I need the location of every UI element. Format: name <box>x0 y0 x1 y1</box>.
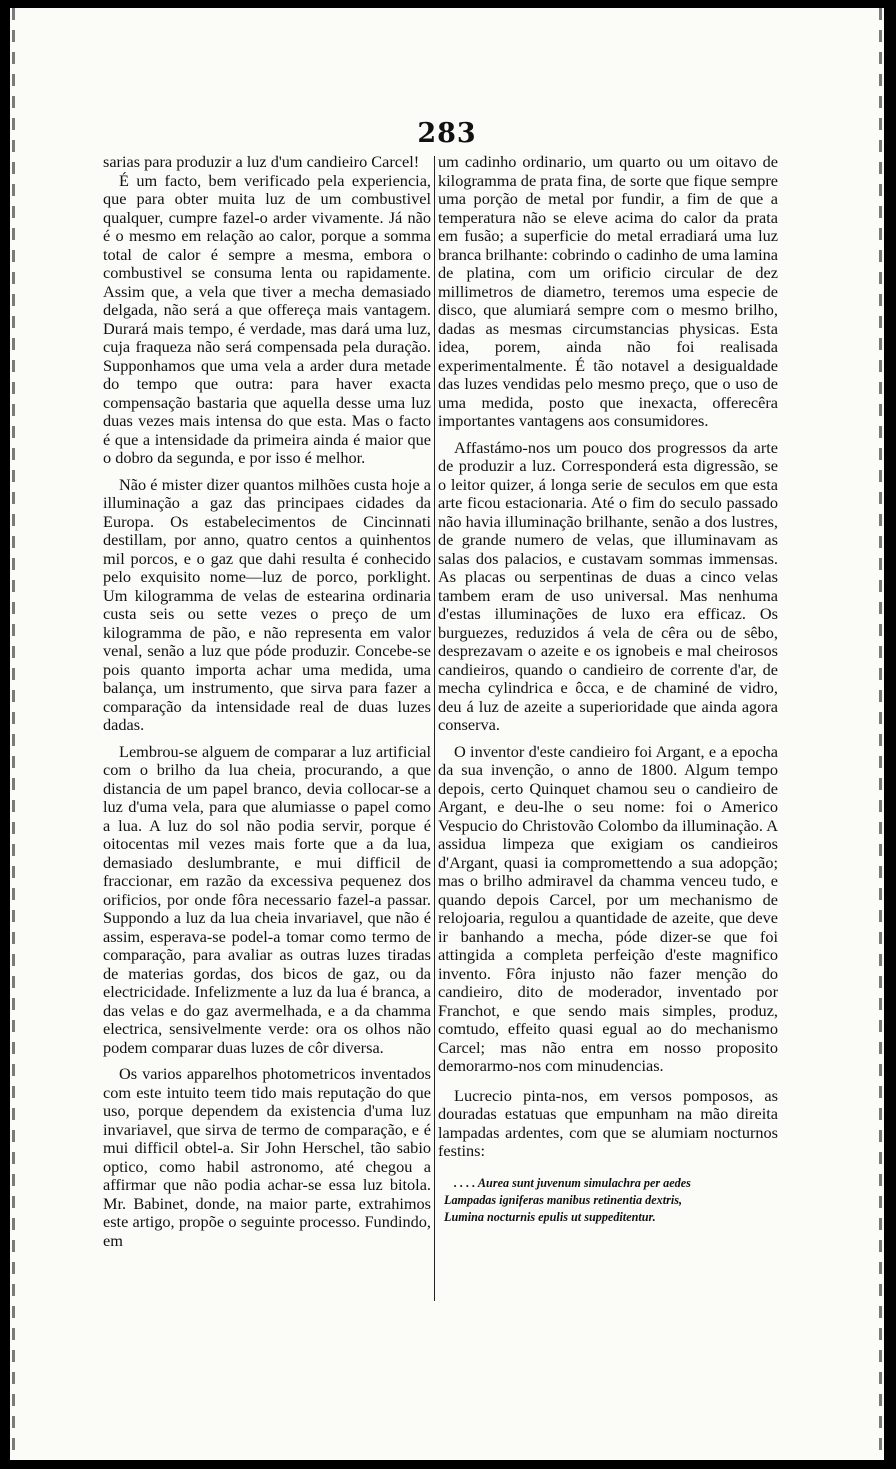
page-edge-right <box>879 8 882 1460</box>
paragraph: Os varios apparelhos photometricos inventados com este intuito teem tido mais reputação do que uso, porque dependem da existencia d'uma luz invariavel, que sirva de termo de comparação, e é mui difficil obtel-a. Sir John Herschel, tão sabio optico, como habil astronomo, até chegou a affirmar que não podia achar-se essa luz bitola. Mr. Babinet, donde, na maior parte, extrahimos este artigo, propõe o seguinte processo. Fundindo, em <box>103 1064 431 1250</box>
paragraph: O inventor d'este candieiro foi Argant, e a epocha da sua invenção, o anno de 1800. Algum tempo depois, certo Quinquet chamou seu o candieiro de Argant, e deu-lhe o seu nome: foi o Americo Vespucio do Christovão Colombo da illuminação. A assidua limpeza que exigiam os candieiros d'Argant, quasi ia compromettendo a sua adopção; mas o brilho admiravel da chamma venceu tudo, e quando depois Carcel, por um mechanismo de relojoaria, regulou a quantidade de azeite, que deve ir banhando a mecha, póde dizer-se que foi attingida a completa perfeição d'este magnifico invento. Fôra injusto não fazer menção do candieiro, dito de moderador, inventado por Franchot, e que sendo mais simples, produz, comtudo, effeito quasi egual ao do mechanismo Carcel; mas não entra em nosso proposito demorarmo-nos com minudencias. <box>438 741 778 1075</box>
left-column <box>103 153 431 1250</box>
column-divider <box>434 156 435 1301</box>
page-number: 283 <box>417 118 477 149</box>
page-edge-left <box>12 8 15 1460</box>
scanned-page <box>10 8 884 1460</box>
paragraph: Affastámo-nos um pouco dos progressos da arte de produzir a luz. Corresponderá esta digressão, se o leitor quizer, á longa serie de seculos em que esta arte ficou estacionaria. Até o fim do seculo passado não havia illuminação brilhante, senão a dos lustres, de grande numero de velas, que illuminavam as salas dos palacios, e custavam sommas immensas. As placas ou serpentinas de duas a cinco velas tambem eram de uso universal. Mas nenhuma d'estas illuminações de luxo era efficaz. Os burguezes, reduzidos á vela de cêra ou de sêbo, desprezavam o azeite e os ignobeis e mal cheirosos candieiros, quando o candieiro de corrente d'ar, de mecha cylindrica e ôcca, e de chaminé de vidro, deu á luz de azeite a superioridade que ainda agora conserva. <box>438 437 778 734</box>
right-column <box>438 153 778 1226</box>
paragraph: um cadinho ordinario, um quarto ou um oitavo de kilogramma de prata fina, de sorte que fique sempre uma porção de metal por fundir, a fim de que a temperatura não se eleve acima do calor da prata em fusão; a superficie do metal erradiará uma luz branca brilhante: cobrindo o cadinho de uma lamina de platina, com um orificio circular de dez millimetros de diametro, teremos uma especie de disco, que alumiará sempre com o mesmo brilho, dadas as mesmas circumstancias physicas. Esta idea, porem, ainda não foi realisada experimentalmente. É tão notavel a desigualdade das luzes vendidas pelo mesmo preço, que o uso de uma medida, posto que inexacta, offerecêra importantes vantagens aos consumidores. <box>438 152 778 430</box>
quote-line: . . . . Aurea sunt juvenum simulachra per aedes <box>454 1175 691 1190</box>
latin-quotation <box>438 1175 778 1226</box>
paragraph: É um facto, bem verificado pela experiencia, que para obter muita luz de um combustivel qualquer, cumpre fazel-o arder vivamente. Já não é o mesmo em relação ao calor, porque a somma total de calor é sempre a mesma, embora o combustivel se consuma lenta ou rapidamente. Assim que, a vela que tiver a mecha demasiado delgada, não será a que offereça mais vantagem. Durará mais tempo, é verdade, mas dará uma luz, cuja fraqueza não será compensada pela duração. Supponhamos que uma vela a arder dura metade do tempo que outra: para haver exacta compensação bastaria que aquella desse uma luz duas vezes mais intensa do que esta. Mas o facto é que a intensidade da primeira ainda é maior que o dobro da segunda, e por isso é melhor. <box>103 170 431 467</box>
quote-line: Lumina nocturnis epulis ut suppeditentur. <box>444 1209 656 1224</box>
quote-line: Lampadas igniferas manibus retinentia dextris, <box>444 1192 683 1207</box>
paragraph: Lembrou-se alguem de comparar a luz artificial com o brilho da lua cheia, procurando, a que distancia de um papel branco, devia collocar-se a luz d'uma vela, para que alumiasse o papel como a lua. A luz do sol não podia servir, porque é oitocentas mil vezes mais forte que a da lua, demasiado deslumbrante, e mui difficil de fraccionar, em razão da excessiva pequenez dos orificios, por onde fôra necessario fazel-a passar. Suppondo a luz da lua cheia invariavel, que não é assim, esperava-se podel-a tomar como termo de comparação, para avaliar as outras luzes tiradas de materias gordas, dos bicos de gaz, ou da electricidade. Infelizmente a luz da lua é branca, a das velas e do gaz avermelhada, e a da chamma electrica, sensivelmente verde: ora os olhos não podem comparar duas luzes de côr diversa. <box>103 741 431 1057</box>
paragraph: sarias para produzir a luz d'um candieiro Carcel! <box>103 152 420 171</box>
paragraph: Lucrecio pinta-nos, em versos pomposos, as douradas estatuas que empunham na mão direita lampadas ardentes, com que se alumiam nocturnos festins: <box>438 1085 778 1160</box>
paragraph: Não é mister dizer quantos milhões custa hoje a illuminação a gaz das principaes cidades da Europa. Os estabelecimentos de Cincinnati destillam, por anno, quatro centos a quinhentos mil porcos, e o gaz que dahi resulta é conhecido pelo exquisito nome—luz de porco, porklight. Um kilogramma de velas de estearina ordinaria custa seis ou sette vezes o preço de um kilogramma de pão, e não representa em valor venal, senão a luz que póde produzir. Concebe-se pois quanto importa achar uma medida, uma balança, um instrumento, que sirva para fazer a comparação da intensidade real de duas luzes dadas. <box>103 474 431 734</box>
